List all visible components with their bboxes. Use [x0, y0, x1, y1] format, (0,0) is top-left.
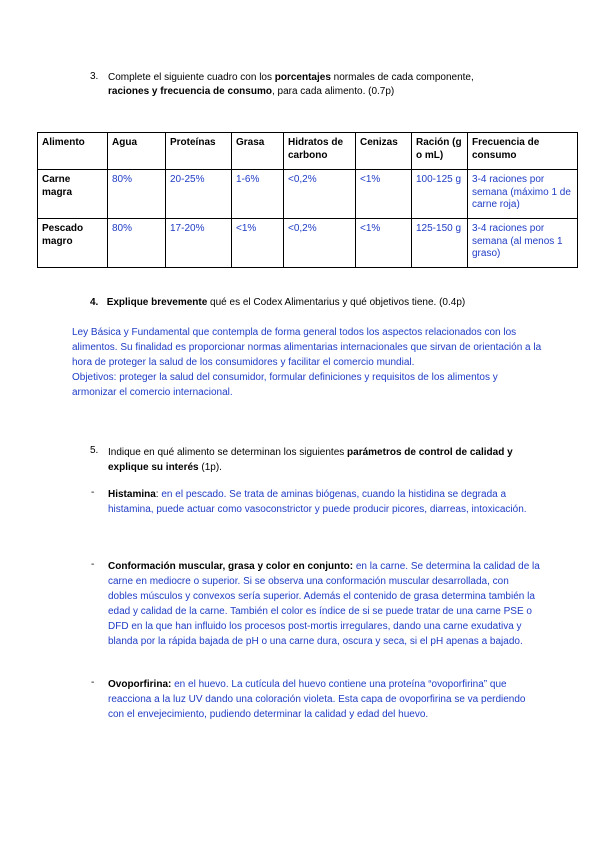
q5-text-a: Indique en qué alimento se determinan los siguientes	[108, 447, 348, 458]
cell-ration: 100-125 g	[412, 170, 468, 219]
cell-ration: 125-150 g	[412, 219, 468, 268]
cell-carbs: <0,2%	[284, 170, 356, 219]
q3-text-c: , para cada alimento. (0.7p)	[271, 86, 395, 97]
cell-fat: <1%	[232, 219, 284, 268]
header-cenizas: Cenizas	[356, 133, 412, 170]
header-racion: Ración (g o mL)	[412, 133, 468, 170]
q5-bold-a: parámetros de control de calidad y explique su interés	[108, 447, 513, 473]
table-row	[38, 170, 578, 219]
table-row	[38, 219, 578, 268]
bullet-dash: -	[91, 487, 95, 498]
q4-text: qué es el Codex Alimentarius y qué objetivos tiene. (0.4p)	[207, 297, 466, 308]
header-frecuencia: Frecuencia de consumo	[468, 133, 578, 170]
bullet-dash: -	[91, 559, 95, 570]
item-label: Conformación muscular, grasa y color en conjunto:	[108, 561, 354, 572]
q3-text-a: Complete el siguiente cuadro con los	[108, 72, 275, 83]
item-answer: en el huevo. La cutícula del huevo contiene una proteína “ovoporfirina” que reacciona a la luz UV dando una coloración violeta. Esta capa de ovoporfirina se va perdiendo con el envejecimiento, pudiendo determinar la calidad y edad del huevo.	[108, 679, 526, 720]
cell-water: 80%	[108, 219, 166, 268]
q4-answer-objectives: Objetivos: proteger la salud del consumidor, formular definiciones y requisitos de los alimentos y armonizar el comercio internacional.	[72, 372, 498, 398]
cell-food: Pescado magro	[38, 219, 108, 268]
q4-bold: Explique brevemente	[106, 297, 208, 308]
question-5-number: 5.	[90, 445, 99, 456]
cell-fat: 1-6%	[232, 170, 284, 219]
cell-carbs: <0,2%	[284, 219, 356, 268]
header-alimento: Alimento	[38, 133, 108, 170]
question-3-text	[108, 71, 558, 99]
cell-protein: 20-25%	[166, 170, 232, 219]
item-sep: :	[155, 489, 159, 500]
header-grasa: Grasa	[232, 133, 284, 170]
item-conformacion	[108, 559, 540, 649]
question-4-number: 4.	[90, 297, 99, 308]
item-answer: en el pescado. Se trata de aminas biógenas, cuando la histidina se degrada a histamina, puede actuar como vasoconstrictor y puede producir picores, diarreas, intoxicación.	[108, 489, 527, 515]
cell-frequency: 3-4 raciones por semana (al menos 1 graso)	[468, 219, 578, 268]
cell-food: Carne magra	[38, 170, 108, 219]
cell-water: 80%	[108, 170, 166, 219]
q3-text-b: normales de cada componente,	[330, 72, 474, 83]
q3-bold-a: porcentajes	[274, 72, 331, 83]
header-proteinas: Proteínas	[166, 133, 232, 170]
question-4-text	[90, 296, 560, 310]
cell-frequency: 3-4 raciones por semana (máximo 1 de carne roja)	[468, 170, 578, 219]
question-3-number: 3.	[90, 71, 99, 82]
item-answer: en la carne. Se determina la calidad de la carne en mediocre o superior. Si se observa una conformación muscular desarrollada, con dobles músculos y convexos sería superior. Además el contenido de grasa determina también la edad y calidad de la carne. También el color es índice de si se puede tratar de una carne PSE o DFD en la que han influido los procesos post-mortis irregulares, dando una carne exudativa y blanda por la rápida bajada de pH o una carne dura, oscura y seca, si el pH apenas a bajado.	[108, 561, 540, 647]
item-label: Histamina	[108, 489, 156, 500]
cell-ash: <1%	[356, 219, 412, 268]
cell-ash: <1%	[356, 170, 412, 219]
q4-answer-definition: Ley Básica y Fundamental que contempla de forma general todos los aspectos relacionados con los alimentos. Su finalidad es proporcionar normas alimentarias internacionales que sirvan de orientación a la hora de proteger la salud de los consumidores y facilitar el comercio mundial.	[72, 327, 542, 368]
q3-bold-b: raciones y frecuencia de consumo	[108, 86, 272, 97]
header-hidratos: Hidratos de carbono	[284, 133, 356, 170]
item-ovoporfirina	[108, 677, 533, 722]
bullet-dash: -	[91, 677, 95, 688]
q5-text-b: (1p).	[198, 462, 222, 473]
item-label: Ovoporfirina:	[108, 679, 172, 690]
q4-answer	[72, 325, 542, 400]
cell-protein: 17-20%	[166, 219, 232, 268]
nutrition-table	[37, 132, 578, 268]
item-histamina	[108, 487, 533, 517]
question-5-text	[108, 445, 538, 475]
table-header-row	[38, 133, 578, 170]
header-agua: Agua	[108, 133, 166, 170]
